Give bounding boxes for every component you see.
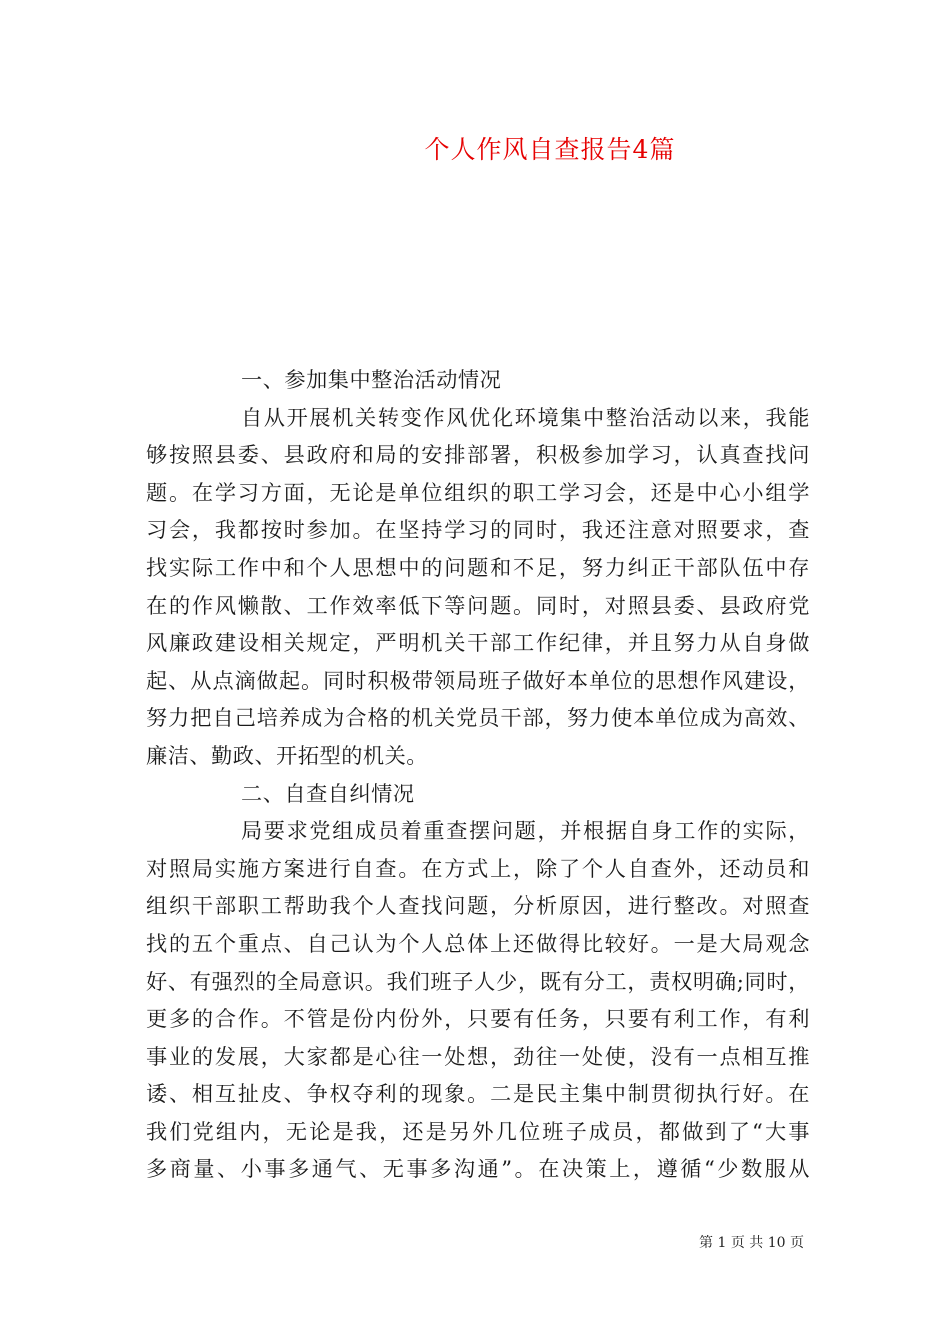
document-title: 个人作风自查报告4篇 [424,135,676,164]
text-line: 多商量、小事多通气、无事多沟通”。在决策上，遵循“少数服从 [146,1156,810,1182]
text-line: 诿、相互扯皮、争权夺利的现象。二是民主集中制贯彻执行好。在 [146,1081,810,1107]
text-line: 找实际工作中和个人思想中的问题和不足，努力纠正干部队伍中存 [146,554,810,580]
text-line: 习会，我都按时参加。在坚持学习的同时，我还注意对照要求，查 [146,517,810,543]
text-line: 努力把自己培养成为合格的机关党员干部，努力使本单位成为高效、 [146,705,810,731]
text-line: 找的五个重点、自己认为个人总体上还做得比较好。一是大局观念 [146,930,810,956]
text-line: 自从开展机关转变作风优化环境集中整治活动以来，我能 [241,404,810,430]
text-line: 好、有强烈的全局意识。我们班子人少，既有分工，责权明确;同时， [146,968,810,994]
text-line: 够按照县委、县政府和局的安排部署，积极参加学习，认真查找问 [146,442,810,468]
text-line: 在的作风懒散、工作效率低下等问题。同时，对照县委、县政府党 [146,592,810,618]
text-line: 组织干部职工帮助我个人查找问题，分析原因，进行整改。对照查 [146,893,810,919]
text-line: 廉洁、勤政、开拓型的机关。 [146,742,428,768]
text-line: 更多的合作。不管是份内份外，只要有任务，只要有利工作，有利 [146,1006,810,1032]
text-line: 局要求党组成员着重查摆问题，并根据自身工作的实际， [241,818,810,844]
text-line: 一、参加集中整治活动情况 [241,367,502,392]
document-body [146,361,810,1188]
text-line: 对照局实施方案进行自查。在方式上，除了个人自查外，还动员和 [146,855,810,881]
text-line: 题。在学习方面，无论是单位组织的职工学习会，还是中心小组学 [146,479,810,505]
text-line: 我们党组内，无论是我，还是另外几位班子成员，都做到了“大事 [146,1118,810,1144]
text-line: 起、从点滴做起。同时积极带领局班子做好本单位的思想作风建设， [146,667,810,693]
text-line: 事业的发展，大家都是心往一处想，劲往一处使，没有一点相互推 [146,1043,810,1069]
text-line: 风廉政建设相关规定，严明机关干部工作纪律，并且努力从自身做 [146,630,810,656]
page-number-footer: 第 1 页 共 10 页 [699,1235,804,1251]
text-line: 二、自查自纠情况 [241,780,415,806]
